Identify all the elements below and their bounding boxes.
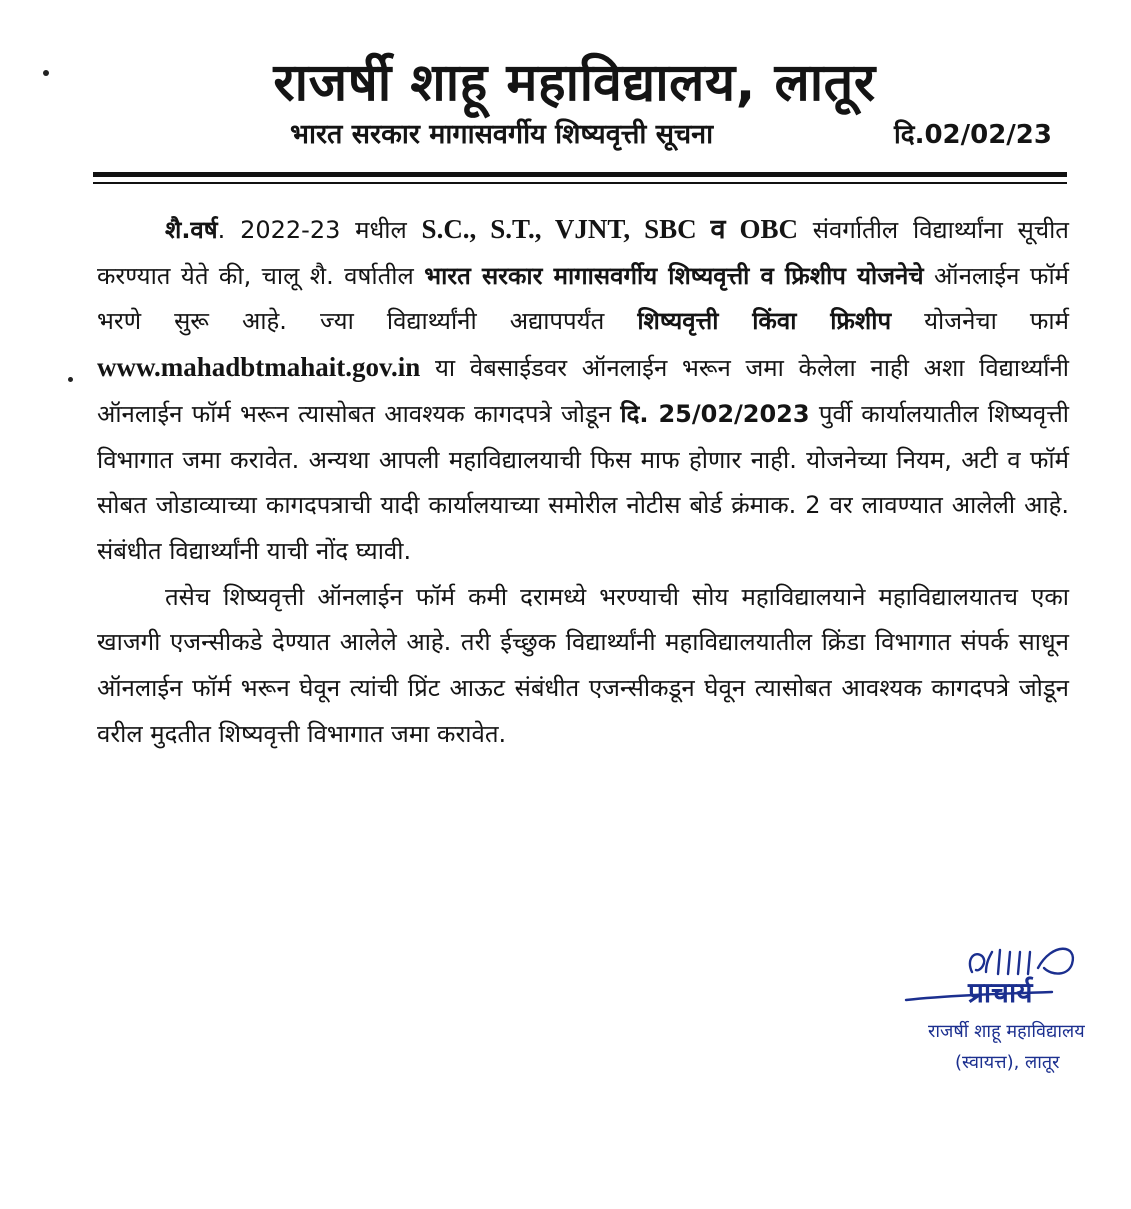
text-run: पुर्वी कार्यालयातील शिष्यवृत्ती विभागात जमा करावेत. अन्यथा आपली महाविद्यालयाची फिस माफ होणार नाही. योजनेच्या नियम, अटी व फॉर्म सोबत जोडाव्याच्या कागदपत्राची यादी कार्यालयाच्या समोरील नोटीस बोर्ड क्रंमाक. 2 वर लावण्यात आलेली आहे. संबंधीत विद्यार्थ्यांनी याची नोंद घ्यावी.	[97, 399, 1070, 565]
text-run: . 2022-23 मधील	[217, 216, 422, 244]
category-list: S.C., S.T., VJNT, SBC व OBC	[421, 214, 798, 244]
scheme-name: भारत सरकार मागासवर्गीय शिष्यवृत्ती व फ्रिशीप योजनेचे	[424, 261, 924, 290]
text-run: या वेबसाईडवर ऑनलाईन भरून जमा केलेला नाही अशा विद्यार्थ्यांनी ऑनलाईन फॉर्म भरून त्यासोबत आवश्यक कागदपत्रे जोडून	[97, 354, 1069, 428]
page-title: राजर्षी शाहू महाविद्यालय, लातूर	[273, 53, 876, 113]
college-stamp-place: (स्वायत्त), लातूर	[955, 1052, 1060, 1073]
college-stamp-name: राजर्षी शाहू महाविद्यालय	[928, 1021, 1085, 1042]
academic-year-label: शै.वर्ष	[165, 216, 218, 244]
notice-date: दि.02/02/23	[894, 120, 1052, 150]
text-run: ऑनलाईन फॉर्म भरणे सुरू आहे. ज्या विद्यार्थ्यांनी अद्यापपर्यंत	[97, 261, 1070, 336]
scheme-short-name: शिष्यवृत्ती किंवा फ्रिशीप	[637, 307, 892, 336]
header-divider-thin	[93, 182, 1067, 184]
scan-speck	[68, 377, 73, 382]
header-divider-thick	[93, 172, 1067, 177]
deadline-date: दि. 25/02/2023	[620, 399, 810, 428]
notice-paragraph-2: तसेच शिष्यवृत्ती ऑनलाईन फॉर्म कमी दरामध्ये भरण्याची सोय महाविद्यालयाने महाविद्यालयातच एका खाजगी एजन्सीकडे देण्यात आलेले आहे. तरी ईच्छुक विद्यार्थ्यांनी महाविद्यालयातील क्रिंडा विभागात संपर्क साधून ऑनलाईन फॉर्म भरून घेवून त्यांची प्रिंट आऊट संबंधीत एजन्सीकडून घेवून त्यासोबत आवश्यक कागदपत्रे जोडून वरील मुदतीत शिष्यवृत्ती विभागात जमा करावेत.	[97, 582, 1069, 748]
notice-body	[97, 207, 1069, 757]
notice-subtitle: भारत सरकार मागासवर्गीय शिष्यवृत्ती सूचना	[290, 119, 714, 150]
text-run: योजनेचा फार्म	[891, 307, 1069, 336]
notice-paragraph-1	[97, 207, 1069, 575]
principal-title: प्राचार्य	[968, 976, 1033, 1009]
website-url: www.mahadbtmahait.gov.in	[97, 352, 421, 383]
subtitle-row	[290, 112, 1060, 158]
text-run: संवर्गातील विद्यार्थ्यांना सूचीत करण्यात येते की, चालू शै. वर्षातील	[97, 216, 1069, 290]
